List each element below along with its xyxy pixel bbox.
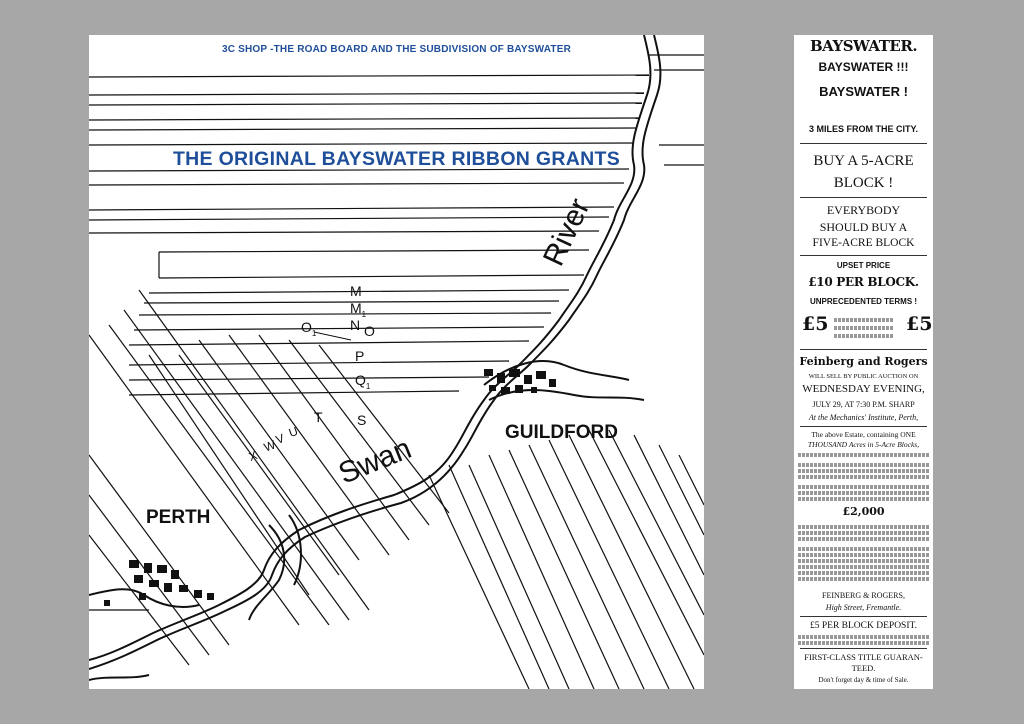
poster-line-7: EVERYBODY (826, 203, 901, 217)
fine-print (834, 326, 894, 330)
poster-line-17: At the Mechanics' Institute, Perth, (808, 413, 919, 422)
divider (800, 143, 927, 144)
fine-print (798, 497, 929, 501)
poster-pound-left: £5 (802, 313, 829, 335)
poster-line-4: 3 MILES FROM THE CITY. (808, 124, 918, 134)
fine-print (798, 485, 929, 489)
divider (800, 426, 927, 427)
poster-line-21: FEINBERG & ROGERS, (822, 591, 905, 600)
lot-v: V (273, 431, 287, 447)
lot-s: S (357, 412, 367, 428)
fine-print (798, 635, 929, 639)
divider (800, 616, 927, 617)
poster-line-9: FIVE-ACRE BLOCK (812, 237, 915, 249)
divider (800, 255, 927, 256)
lot-n: N (350, 317, 361, 333)
poster-line-10: UPSET PRICE (836, 261, 891, 270)
divider (800, 648, 927, 649)
lot-p: P (355, 348, 365, 364)
poster-line-19: THOUSAND Acres in 5-Acre Blocks, (807, 440, 920, 449)
fine-print (798, 641, 929, 645)
divider (800, 197, 927, 198)
auction-poster (794, 35, 933, 689)
poster-line-15: WEDNESDAY EVENING, (802, 383, 925, 395)
fine-print (834, 334, 894, 338)
header-subtitle: 3C SHOP -THE ROAD BOARD AND THE SUBDIVISION OF BAYSWATER (221, 44, 571, 55)
poster-line-5: BUY A 5-ACRE (813, 153, 914, 169)
fine-print (798, 463, 929, 467)
fine-print (798, 469, 929, 473)
lot-q1: $Q_1$ (355, 372, 371, 391)
poster-line-11: £10 PER BLOCK. (808, 275, 919, 289)
fine-print (798, 553, 929, 557)
fine-print (798, 491, 929, 495)
lot-t: T (314, 409, 323, 425)
poster-line-24: FIRST-CLASS TITLE GUARAN- (804, 652, 923, 662)
ribbon-grants-map (89, 35, 704, 689)
poster-line-26: Don't forget day & time of Sale. (818, 676, 909, 684)
poster-line-25: TEED. (851, 663, 876, 673)
fine-print (798, 559, 929, 563)
lot-o1: $O_1$ (301, 319, 317, 338)
fine-print (798, 571, 929, 575)
poster-line-23: £5 PER BLOCK DEPOSIT. (810, 621, 917, 631)
lot-m: M (350, 283, 362, 299)
poster-line-16: JULY 29, AT 7:30 P.M. SHARP (812, 400, 915, 409)
fine-print (798, 525, 929, 529)
perth-label: PERTH (146, 507, 211, 528)
divider (800, 349, 927, 350)
fine-print (798, 577, 929, 581)
poster-headline: BAYSWATER. (809, 37, 918, 55)
poster-line-3: BAYSWATER ! (819, 84, 908, 99)
poster-line-14: WILL SELL BY PUBLIC AUCTION ON (808, 373, 919, 380)
fine-print (798, 453, 929, 457)
fine-print (798, 537, 929, 541)
river-label: River (537, 193, 597, 271)
fine-print (834, 318, 894, 322)
swan-label: Swan (334, 431, 416, 491)
poster-line-2: BAYSWATER !!! (818, 60, 909, 74)
guildford-label: GUILDFORD (505, 422, 618, 443)
poster-line-22: High Street, Fremantle. (825, 603, 902, 612)
fine-print (798, 565, 929, 569)
fine-print (798, 531, 929, 535)
poster-line-13: Feinberg and Rogers (799, 355, 928, 368)
poster-line-18: The above Estate, containing ONE (811, 430, 916, 439)
poster-line-12: UNPRECEDENTED TERMS ! (809, 297, 918, 306)
poster-line-6: BLOCK ! (833, 175, 894, 191)
lot-x: X (246, 448, 260, 464)
map-title: THE ORIGINAL BAYSWATER RIBBON GRANTS (172, 148, 621, 170)
lot-w: W (261, 437, 278, 455)
poster-pound-right: £5 (906, 313, 933, 335)
lot-o: O (364, 323, 375, 339)
fine-print (798, 547, 929, 551)
map-panel (89, 35, 704, 689)
lot-u: U (286, 423, 300, 441)
poster-line-20: £2,000 (842, 505, 885, 518)
lot-m1: $M_1$ (350, 300, 367, 319)
poster-line-8: SHOULD BUY A (819, 220, 908, 234)
fine-print (798, 475, 929, 479)
